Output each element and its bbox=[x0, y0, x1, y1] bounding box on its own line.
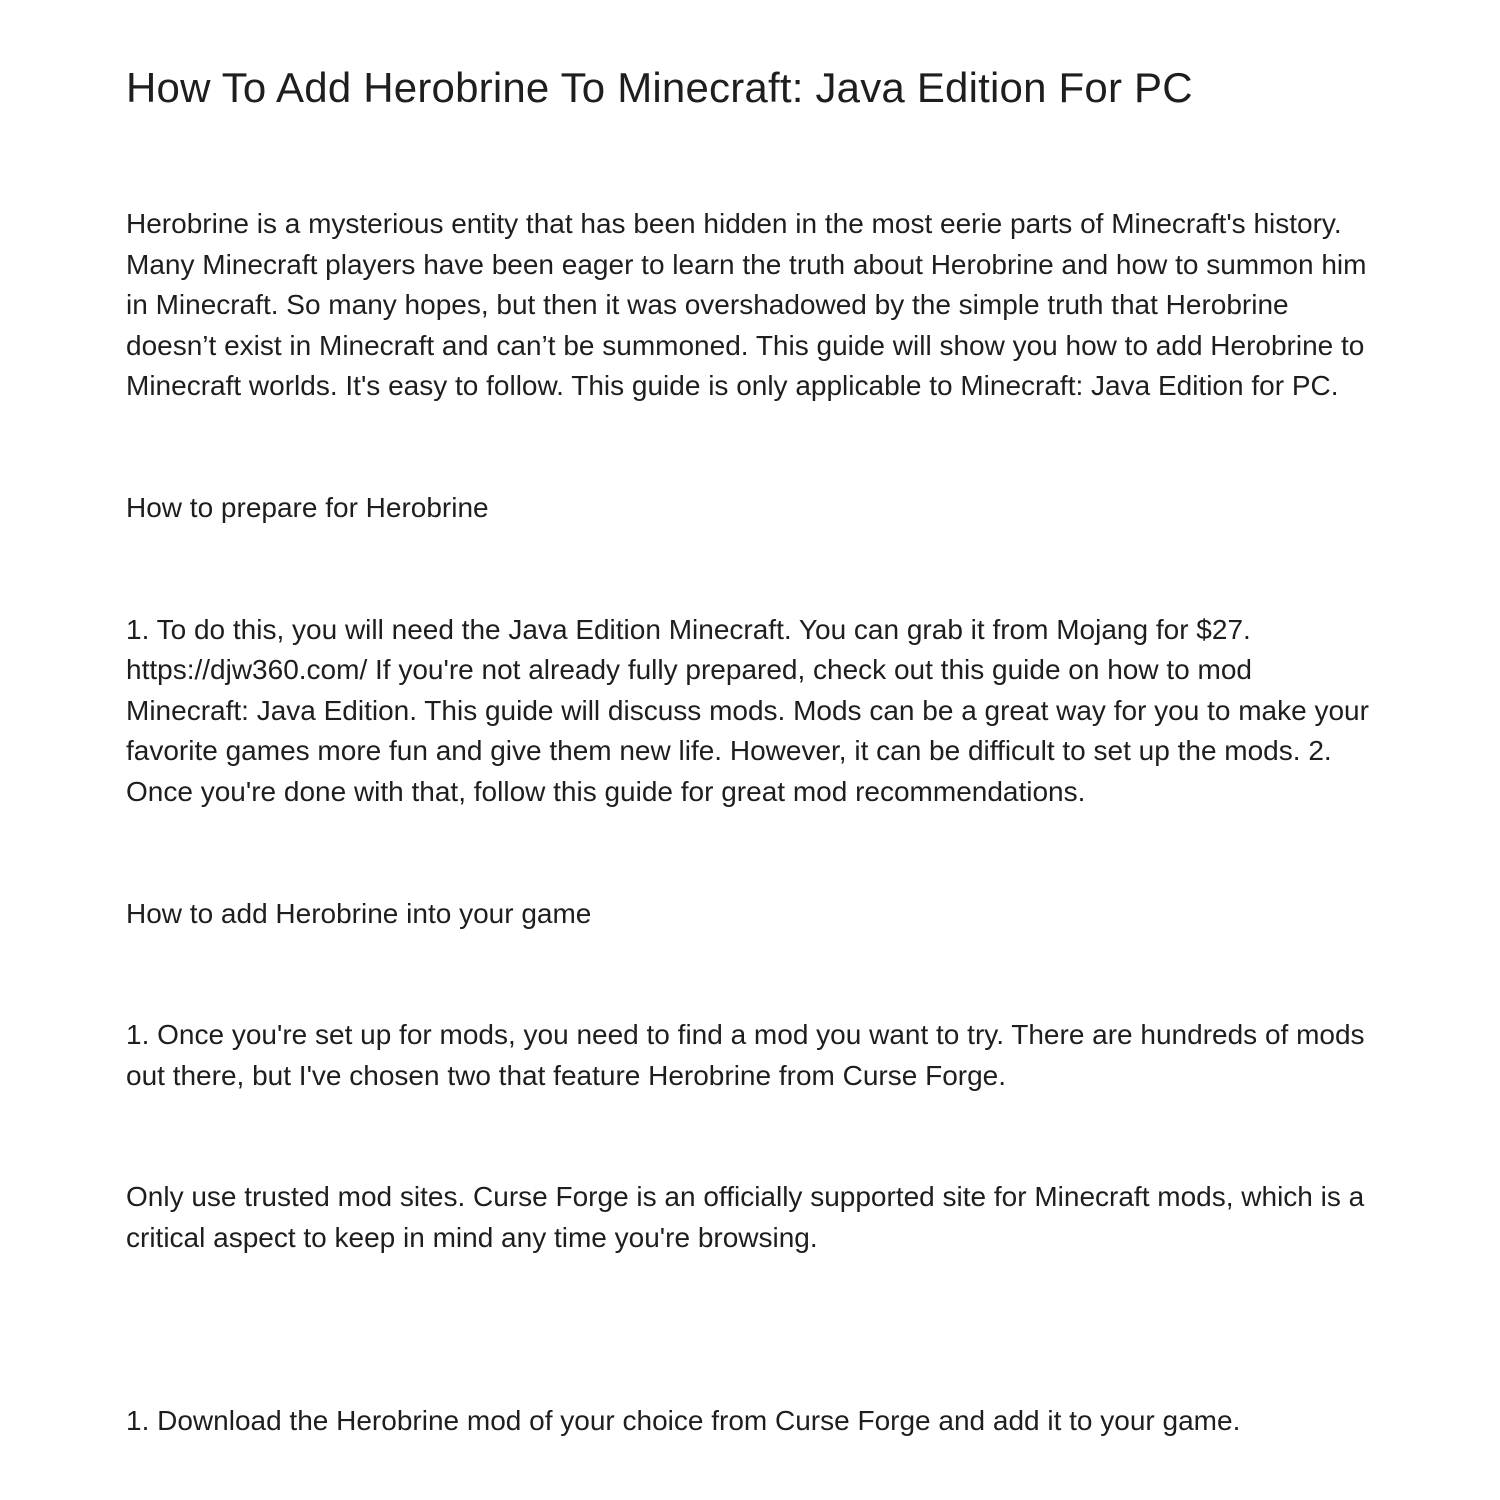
section-heading-add-herobrine: How to add Herobrine into your game bbox=[126, 897, 592, 929]
intro-paragraph: Herobrine is a mysterious entity that has been hidden in the most eerie parts of Minecraft's history. Many Minecraft players have been eager to learn the truth about Herobrine and how to summon him in Minecraft. So many hopes, but then it was overshadowed by the simple truth that Herobrine doesn’t exist in Minecraft and can’t be summoned. This guide will show you how to add Herobrine to Minecraft worlds. It's easy to follow. This guide is only applicable to Minecraft: Java Edition for PC. bbox=[126, 208, 1367, 402]
paragraph-prepare-for-herobrine: 1. To do this, you will need the Java Edition Minecraft. You can grab it from Mojang for $27. https://djw360.com/ If you're not already fully prepared, check out this guide on how to mod Minecraft: Java Edition. This guide will discuss mods. Mods can be a great way for you to make your favorite games more fun and give them new life. However, it can be difficult to set up the mods. 2. Once you're done with that, follow this guide for great mod recommendations. bbox=[126, 613, 1369, 807]
paragraph-find-mod: 1. Once you're set up for mods, you need to find a mod you want to try. There are hundreds of mods out there, but I've chosen two that feature Herobrine from Curse Forge. bbox=[126, 1019, 1365, 1091]
clipped-text-line: 1. Download the Herobrine mod of your choice from Curse Forge and add it to your game. bbox=[126, 1404, 1241, 1436]
document-title: How To Add Herobrine To Minecraft: Java Edition For PC bbox=[126, 64, 1193, 111]
paragraph-trusted-mod-sites: Only use trusted mod sites. Curse Forge is an officially supported site for Minecraft mods, which is a critical aspect to keep in mind any time you're browsing. bbox=[126, 1181, 1365, 1253]
section-heading-prepare: How to prepare for Herobrine bbox=[126, 491, 489, 523]
